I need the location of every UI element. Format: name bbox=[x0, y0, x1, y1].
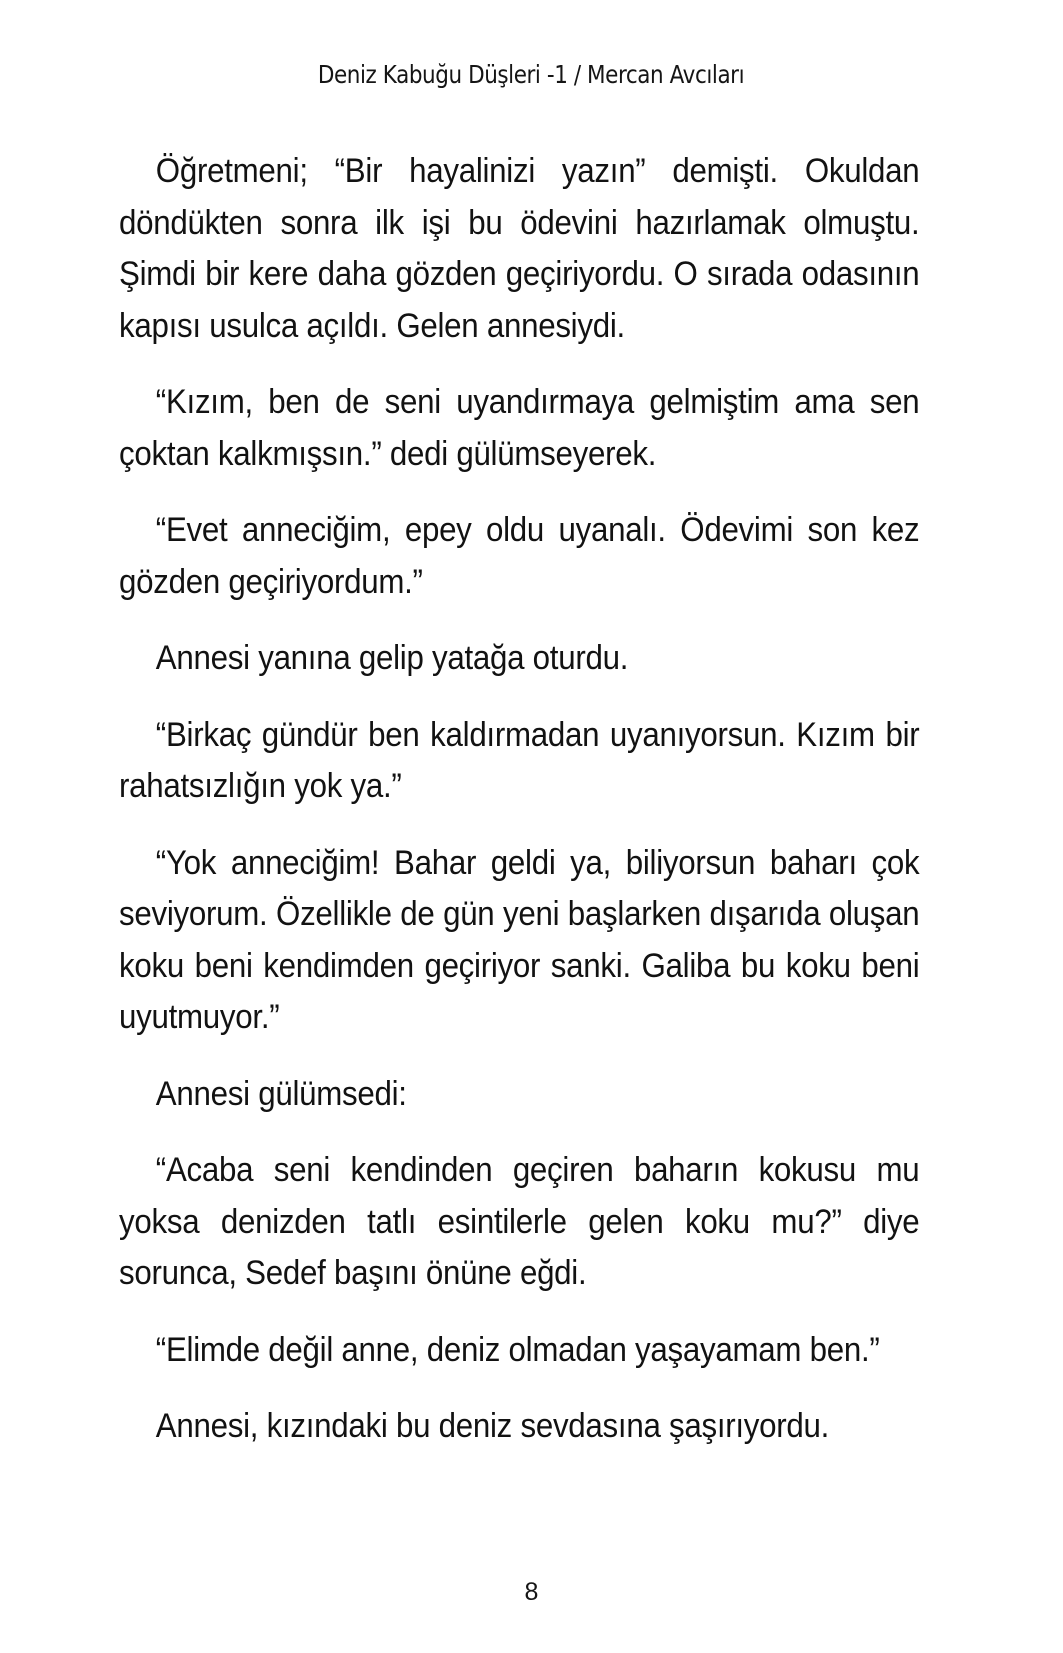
paragraph-8: “Acaba seni kendinden geçiren baharın kokusu mu yoksa denizden tatlı esintilerle gelen koku mu?” diye sorunca, Sedef başını önüne eğdi. bbox=[119, 1151, 920, 1292]
page-number: 8 bbox=[524, 1578, 539, 1606]
paragraph-4: Annesi yanına gelip yatağa oturdu. bbox=[155, 639, 629, 677]
paragraph-7: Annesi gülümsedi: bbox=[155, 1074, 407, 1113]
paragraph-6: “Yok anneciğim! Bahar geldi ya, biliyorsun baharı çok seviyorum. Özellikle de gün yeni başlarken dışarıda oluşan koku beni kendimden geçiriyor sanki. Galiba bu koku beni uyutmuyor.” bbox=[119, 843, 920, 1036]
paragraph-10: Annesi, kızındaki bu deniz sevdasına şaşırıyordu. bbox=[155, 1407, 830, 1445]
paragraph-9: “Elimde değil anne, deniz olmadan yaşayamam ben.” bbox=[155, 1330, 880, 1369]
paragraph-1: Öğretmeni; “Bir hayalinizi yazın” demişti. Okuldan döndükten sonra ilk işi bu ödevini hazırlamak olmuştu. Şimdi bir kere daha gözden geçiriyordu. O sırada odasının kapısı usulca açıldı. Gelen annesiydi. bbox=[119, 152, 920, 345]
body-text bbox=[119, 146, 929, 1478]
paragraph-5: “Birkaç gündür ben kaldırmadan uyanıyorsun. Kızım bir rahatsızlığın yok ya.” bbox=[119, 715, 920, 805]
running-header: Deniz Kabuğu Düşleri -1 / Mercan Avcıları bbox=[317, 60, 745, 89]
paragraph-2: “Kızım, ben de seni uyandırmaya gelmiştim ama sen çoktan kalkmışsın.” dedi gülümseyerek. bbox=[119, 383, 920, 473]
paragraph-3: “Evet anneciğim, epey oldu uyanalı. Ödevimi son kez gözden geçiriyordum.” bbox=[119, 511, 920, 601]
